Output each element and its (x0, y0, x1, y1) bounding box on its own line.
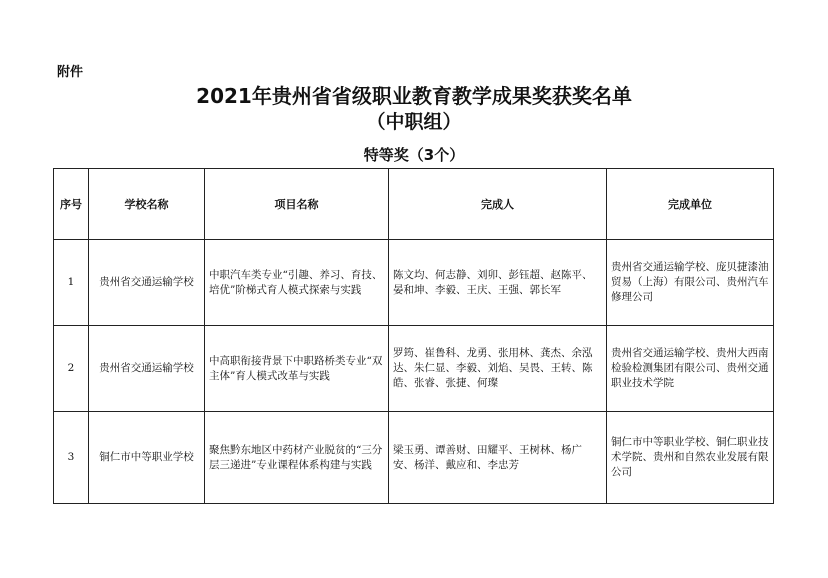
school-name: 贵州省交通运输学校 (89, 240, 205, 326)
project-name: 中职汽车类专业“引趣、养习、育技、培优”阶梯式育人模式探索与实践 (205, 240, 389, 326)
header-unit: 完成单位 (607, 169, 774, 240)
header-project: 项目名称 (205, 169, 389, 240)
completers: 罗筠、崔鲁科、龙勇、张用林、龚杰、余泓达、朱仁显、李毅、刘焰、吴畏、王转、陈皓、张睿、张捷、何璨 (389, 326, 607, 412)
school-name: 贵州省交通运输学校 (89, 326, 205, 412)
row-number: 2 (54, 326, 89, 412)
completing-units: 铜仁市中等职业学校、铜仁职业技术学院、贵州和自然农业发展有限公司 (607, 412, 774, 504)
row-number: 1 (54, 240, 89, 326)
award-table (53, 168, 774, 504)
document-title: 2021年贵州省省级职业教育教学成果奖获奖名单 (196, 84, 632, 108)
table-row (54, 326, 774, 412)
header-people: 完成人 (389, 169, 607, 240)
header-no: 序号 (54, 169, 89, 240)
header-school: 学校名称 (89, 169, 205, 240)
table-row (54, 412, 774, 504)
project-name: 中高职衔接背景下中职路桥类专业“双主体”育人模式改革与实践 (205, 326, 389, 412)
school-name: 铜仁市中等职业学校 (89, 412, 205, 504)
completing-units: 贵州省交通运输学校、庞贝捷漆油贸易（上海）有限公司、贵州汽车修理公司 (607, 240, 774, 326)
document-subtitle: （中职组） (366, 111, 462, 133)
row-number: 3 (54, 412, 89, 504)
attachment-label: 附件 (57, 65, 84, 80)
project-name: 聚焦黔东地区中药材产业脱贫的“三分层三递进”专业课程体系构建与实践 (205, 412, 389, 504)
table-row (54, 240, 774, 326)
section-title: 特等奖（3个） (363, 146, 465, 164)
completers: 梁玉勇、谭善财、田耀平、王树林、杨广安、杨洋、戴应和、李忠芳 (389, 412, 607, 504)
completers: 陈文均、何志静、刘卯、彭钰超、赵陈平、晏和坤、李毅、王庆、王强、郭长军 (389, 240, 607, 326)
table-header-row (54, 169, 774, 240)
completing-units: 贵州省交通运输学校、贵州大西南检验检测集团有限公司、贵州交通职业技术学院 (607, 326, 774, 412)
